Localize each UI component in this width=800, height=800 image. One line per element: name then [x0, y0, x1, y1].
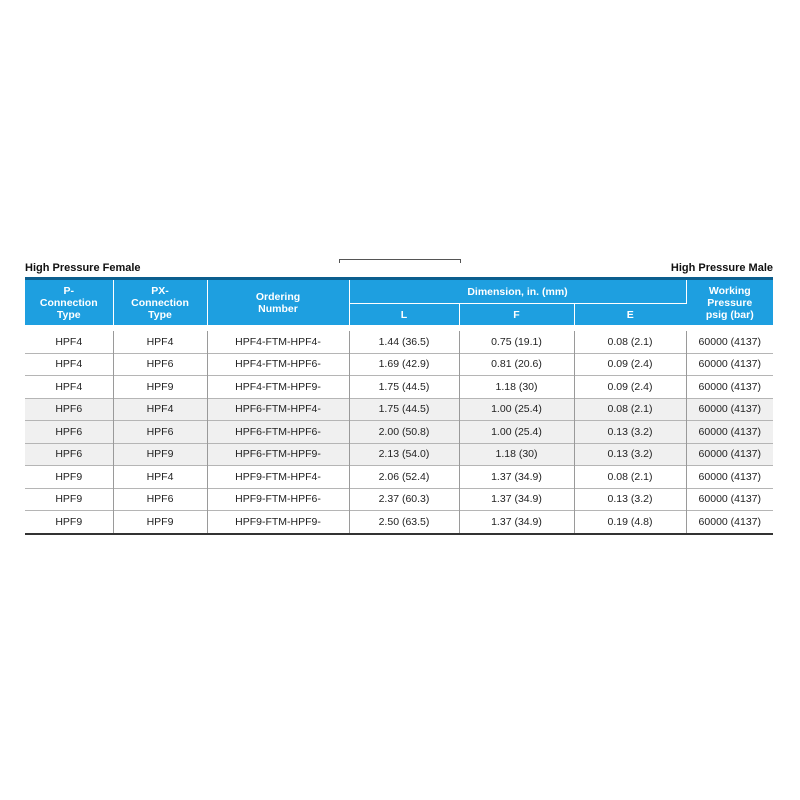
cell-px-type: HPF6 — [113, 421, 207, 444]
header-e: E — [574, 304, 686, 329]
cell-working-pressure: 60000 (4137) — [686, 421, 773, 444]
header-pressure-text: Working Pressure psig (bar) — [705, 284, 754, 321]
label-male: High Pressure Male — [670, 262, 773, 274]
table-row — [25, 353, 773, 376]
cell-working-pressure: 60000 (4137) — [686, 376, 773, 399]
cell-working-pressure: 60000 (4137) — [686, 443, 773, 466]
header-px-type — [113, 279, 207, 329]
cell-px-type: HPF6 — [113, 488, 207, 511]
cell-dim-l: 2.37 (60.3) — [349, 488, 459, 511]
header-dimension — [349, 279, 686, 304]
header-l: L — [349, 304, 459, 329]
cell-px-type: HPF4 — [113, 328, 207, 353]
header-f: F — [459, 304, 574, 329]
cell-dim-e: 0.13 (3.2) — [574, 488, 686, 511]
cell-dim-e: 0.19 (4.8) — [574, 511, 686, 534]
cell-dim-e: 0.08 (2.1) — [574, 328, 686, 353]
cell-working-pressure: 60000 (4137) — [686, 466, 773, 489]
cell-p-type: HPF9 — [25, 488, 113, 511]
cell-dim-f: 1.00 (25.4) — [459, 398, 574, 421]
cell-px-type: HPF9 — [113, 443, 207, 466]
header-dimension-text: Dimension, in. (mm) — [467, 285, 568, 298]
cell-working-pressure: 60000 (4137) — [686, 328, 773, 353]
cell-dim-l: 1.44 (36.5) — [349, 328, 459, 353]
cell-p-type: HPF9 — [25, 466, 113, 489]
cell-dim-e: 0.08 (2.1) — [574, 466, 686, 489]
cell-dim-l: 1.75 (44.5) — [349, 376, 459, 399]
cell-dim-e: 0.13 (3.2) — [574, 443, 686, 466]
header-px-type-text: PX- Connection Type — [131, 284, 189, 321]
table-row — [25, 328, 773, 353]
table-body — [25, 328, 773, 534]
cell-dim-l: 2.50 (63.5) — [349, 511, 459, 534]
table-row — [25, 398, 773, 421]
cell-working-pressure: 60000 (4137) — [686, 398, 773, 421]
cell-dim-l: 2.00 (50.8) — [349, 421, 459, 444]
cell-px-type: HPF4 — [113, 398, 207, 421]
cell-p-type: HPF4 — [25, 353, 113, 376]
cell-ordering-number: HPF4-FTM-HPF6- — [207, 353, 349, 376]
cell-dim-f: 1.37 (34.9) — [459, 466, 574, 489]
cell-dim-f: 1.00 (25.4) — [459, 421, 574, 444]
cell-px-type: HPF4 — [113, 466, 207, 489]
label-female: High Pressure Female — [25, 262, 141, 274]
cell-p-type: HPF4 — [25, 328, 113, 353]
cell-ordering-number: HPF6-FTM-HPF6- — [207, 421, 349, 444]
cell-ordering-number: HPF4-FTM-HPF4- — [207, 328, 349, 353]
table-row — [25, 488, 773, 511]
cell-dim-f: 1.37 (34.9) — [459, 488, 574, 511]
cell-p-type: HPF6 — [25, 421, 113, 444]
section-labels — [25, 262, 773, 276]
table-row — [25, 421, 773, 444]
cell-dim-l: 2.13 (54.0) — [349, 443, 459, 466]
cell-dim-e: 0.09 (2.4) — [574, 353, 686, 376]
cell-dim-l: 1.75 (44.5) — [349, 398, 459, 421]
cell-dim-l: 2.06 (52.4) — [349, 466, 459, 489]
cell-px-type: HPF6 — [113, 353, 207, 376]
cell-dim-f: 1.37 (34.9) — [459, 511, 574, 534]
cell-p-type: HPF6 — [25, 443, 113, 466]
header-p-type — [25, 279, 113, 329]
cell-dim-f: 1.18 (30) — [459, 443, 574, 466]
cell-ordering-number: HPF6-FTM-HPF9- — [207, 443, 349, 466]
cell-ordering-number: HPF9-FTM-HPF6- — [207, 488, 349, 511]
cell-dim-f: 1.18 (30) — [459, 376, 574, 399]
cell-p-type: HPF6 — [25, 398, 113, 421]
cell-dim-e: 0.08 (2.1) — [574, 398, 686, 421]
cell-working-pressure: 60000 (4137) — [686, 488, 773, 511]
cell-dim-e: 0.13 (3.2) — [574, 421, 686, 444]
cell-ordering-number: HPF4-FTM-HPF9- — [207, 376, 349, 399]
header-ordering-text: Ordering Number — [255, 290, 301, 315]
cell-working-pressure: 60000 (4137) — [686, 511, 773, 534]
cell-px-type: HPF9 — [113, 511, 207, 534]
cell-dim-f: 0.81 (20.6) — [459, 353, 574, 376]
cell-working-pressure: 60000 (4137) — [686, 353, 773, 376]
cell-dim-f: 0.75 (19.1) — [459, 328, 574, 353]
cell-dim-l: 1.69 (42.9) — [349, 353, 459, 376]
cell-px-type: HPF9 — [113, 376, 207, 399]
header-pressure — [686, 279, 773, 329]
cell-ordering-number: HPF9-FTM-HPF4- — [207, 466, 349, 489]
header-ordering — [207, 279, 349, 329]
table-row — [25, 466, 773, 489]
cell-p-type: HPF4 — [25, 376, 113, 399]
cell-ordering-number: HPF9-FTM-HPF9- — [207, 511, 349, 534]
cell-p-type: HPF9 — [25, 511, 113, 534]
cell-ordering-number: HPF6-FTM-HPF4- — [207, 398, 349, 421]
table-header — [25, 279, 773, 329]
cell-dim-e: 0.09 (2.4) — [574, 376, 686, 399]
table-row — [25, 511, 773, 534]
table-row — [25, 376, 773, 399]
table-row — [25, 443, 773, 466]
header-p-type-text: P- Connection Type — [39, 284, 98, 321]
spec-table — [25, 277, 773, 535]
